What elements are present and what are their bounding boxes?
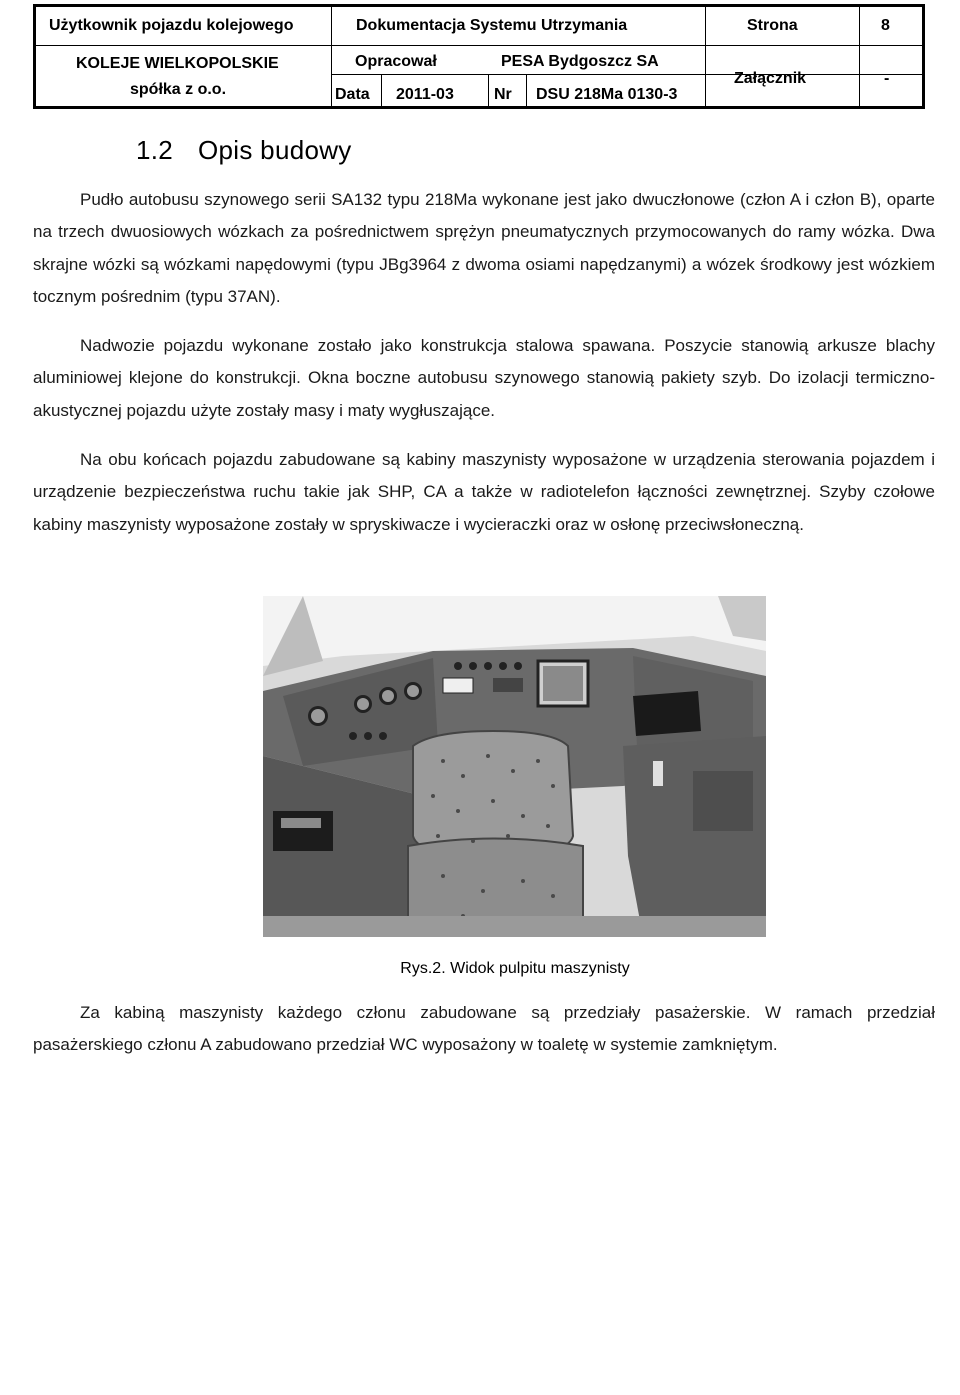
- paragraph-passenger-compartments: Za kabiną maszynisty każdego członu zabudowane są przedziały pasażerskie. W ramach przedział pasażerskiego członu A zabudowano przedział WC wyposażony w toaletę w systemie zamkniętym.: [33, 1003, 935, 1055]
- paragraph-driver-cabin: Na obu końcach pojazdu zabudowane są kabiny maszynisty wyposażone w urządzenia sterowania pojazdem i urządzenie bezpieczeństwa ruchu takie jak SHP, CA a także w radiotelefon łączności zewnętrznej. Szyby czołowe kabiny maszynisty wyposażone zostały w spryskiwacze i wycieraczki oraz w osłonę przeciwsłoneczną.: [33, 450, 935, 534]
- paragraph-body-materials: Nadwozie pojazdu wykonane zostało jako konstrukcja stalowa spawana. Poszycie stanowią arkusze blachy aluminiowej klejone do konstrukcji. Okna boczne autobusu szynowego stanowią pakiety szyb. Do izolacji termiczno-akustycznej pojazdu użyte zostały masy i maty wygłuszające.: [33, 336, 935, 420]
- page-label: Strona: [747, 17, 798, 34]
- date-value: 2011-03: [396, 86, 454, 103]
- attachment-value: -: [884, 70, 890, 87]
- page-number: 8: [881, 17, 890, 34]
- document-header-table: [33, 4, 925, 109]
- section-number: 1.2: [136, 135, 174, 165]
- driver-desk-illustration: [263, 596, 766, 937]
- prepared-value: PESA Bydgoszcz SA: [501, 53, 659, 70]
- header-divider: [331, 74, 922, 75]
- header-divider: [859, 7, 860, 106]
- header-divider: [331, 7, 332, 106]
- header-divider: [705, 7, 706, 106]
- number-value: DSU 218Ma 0130-3: [536, 86, 678, 103]
- paragraph-body-structure: Pudło autobusu szynowego serii SA132 typu 218Ma wykonane jest jako dwuczłonowe (człon A i człon B), oparte na trzech dwuosiowych wózkach za pośrednictwem sprężyn pneumatycznych przymocowanych do ramy wózka. Dwa skrajne wózki są wózkami napędowymi (typu JBg3964 z dwoma osiami napędzanymi) a wózek środkowy jest wózkiem tocznym pośrednim (typu 37AN).: [33, 190, 935, 306]
- header-divider: [526, 74, 527, 106]
- date-label: Data: [335, 86, 370, 103]
- company-name: KOLEJE WIELKOPOLSKIE: [76, 55, 279, 72]
- section-heading: [136, 135, 352, 166]
- attachment-label: Załącznik: [734, 70, 807, 87]
- number-label: Nr: [494, 86, 512, 103]
- user-label: Użytkownik pojazdu kolejowego: [49, 17, 294, 34]
- prepared-label: Opracował: [355, 53, 437, 70]
- figure-caption: Rys.2. Widok pulpitu maszynisty: [400, 960, 630, 977]
- company-form: spółka z o.o.: [130, 81, 227, 98]
- header-divider: [488, 74, 489, 106]
- header-divider: [381, 74, 382, 106]
- document-title: Dokumentacja Systemu Utrzymania: [356, 17, 628, 34]
- header-divider: [36, 45, 922, 46]
- section-title: Opis budowy: [198, 135, 352, 165]
- driver-desk-photo: [263, 596, 766, 937]
